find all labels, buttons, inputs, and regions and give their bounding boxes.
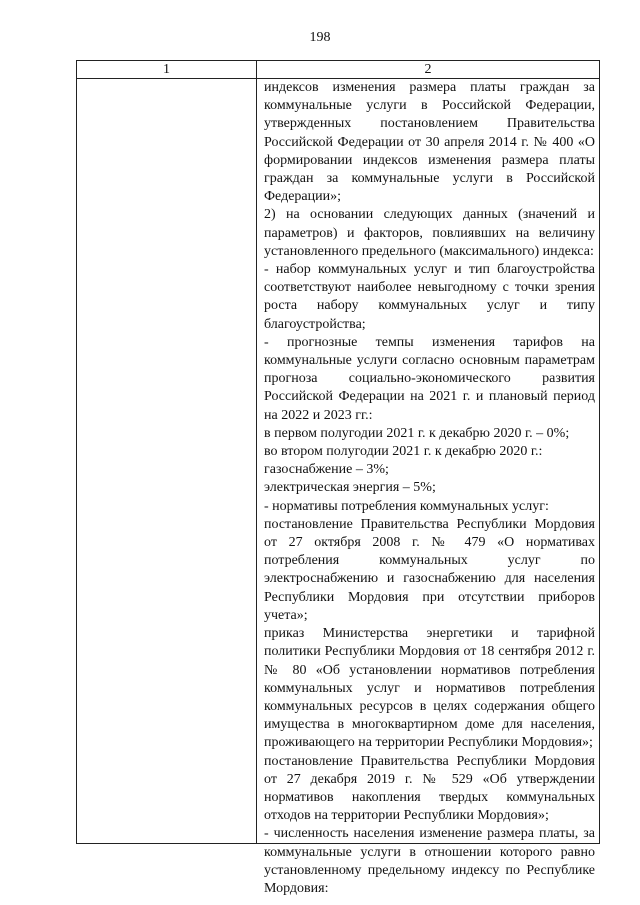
column-1-header: 1 [163, 62, 170, 77]
paragraph-tariff-forecast: - прогнозные темпы изменения тарифов на коммунальные услуги согласно основным параметрам прогноза социально-экономического развития Российской Федерации на 2021 г. и плановый период на 2022 и 2023 гг.: [264, 334, 595, 423]
column-2-content [264, 79, 595, 898]
paragraph-population: - численность населения изменение размера платы, за коммунальные услуги в отношении которого равно установленному предельному индексу по Республике Мордовия: [264, 826, 595, 896]
paragraph-electricity: электрическая энергия – 5%; [264, 480, 436, 496]
paragraph-decree-479: постановление Правительства Республики Мордовия от 27 октября 2008 г. № 479 «О нормативах потребления коммунальных услуг по электроснабжению и газоснабжению для населения Республики Мордовия при отсутствии приборов учета»; [264, 516, 595, 623]
paragraph-order-80: приказ Министерства энергетики и тарифной политики Республики Мордовия от 18 сентября 2012 г. № 80 «Об установлении нормативов потребления коммунальных услуг и нормативов потребления коммунальных ресурсов в целях содержания общего имущества в многоквартирном доме для населения, проживающего на территории Республики Мордовия»; [264, 626, 595, 751]
paragraph-decree-529: постановление Правительства Республики Мордовия от 27 декабря 2019 г. № 529 «Об утверждении нормативов накопления твердых коммунальных отходов на территории Республики Мордовия»; [264, 753, 595, 824]
paragraph-gas: газоснабжение – 3%; [264, 462, 389, 478]
page-number: 198 [309, 30, 331, 45]
paragraph-first-half: в первом полугодии 2021 г. к декабрю 2020 г. – 0%; [264, 425, 570, 441]
paragraph-indices-decree: индексов изменения размера платы граждан за коммунальные услуги в Российской Федерации, утвержденных постановлением Правительства Российской Федерации от 30 апреля 2014 г. № 400 «О формировании индексов изменения размера платы граждан за коммунальные услуги в Российской Федерации»; [264, 80, 595, 205]
table-header-row [77, 61, 599, 79]
paragraph-basis-data: 2) на основании следующих данных (значений и параметров) и факторов, повлиявших на величину установленного предельного (максимального) индекса: [264, 207, 595, 259]
paragraph-second-half: во втором полугодии 2021 г. к декабрю 2020 г.: [264, 444, 543, 460]
column-2-header: 2 [424, 62, 432, 77]
column-divider [256, 61, 257, 843]
paragraph-consumption-norms: - нормативы потребления коммунальных услуг: [264, 498, 549, 514]
paragraph-services-set: - набор коммунальных услуг и тип благоустройства соответствуют наиболее невыгодному с точки зрения роста набору коммунальных услуг и типу благоустройства; [264, 262, 595, 332]
document-table [76, 60, 600, 896]
